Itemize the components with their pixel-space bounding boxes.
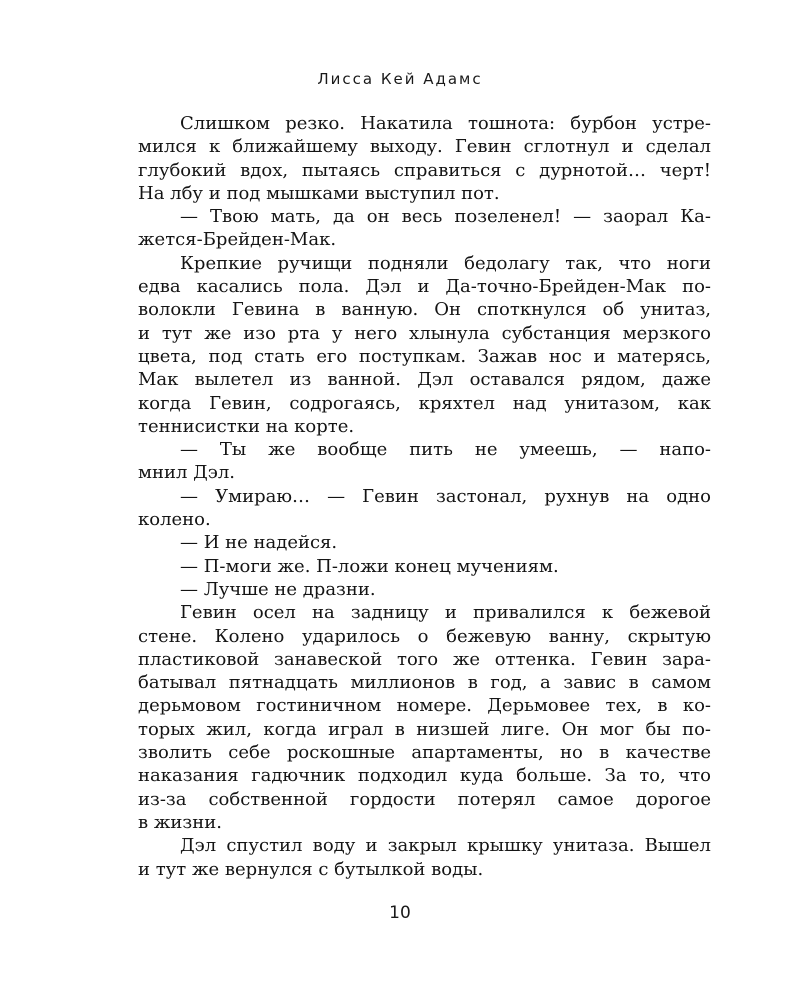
text-line: глубокий вдох, пытаясь справиться с дурнотой… черт!: [138, 159, 711, 181]
text-line: — Ты же вообще пить не умеешь, — напо-: [180, 439, 711, 461]
text-line: и тут же изо рта у него хлынула субстанция мерзкого: [138, 322, 711, 344]
text-line: цвета, под стать его поступкам. Зажав нос и матерясь,: [138, 345, 711, 367]
running-head: Лисса Кей Адамс: [317, 70, 483, 88]
text-line: — И не надейся.: [180, 532, 338, 554]
text-line: мнил Дэл.: [138, 462, 236, 484]
text-line: торых жил, когда играл в низшей лиге. Он мог бы по-: [138, 718, 711, 740]
page-number: 10: [389, 903, 411, 923]
text-line: колено.: [138, 509, 211, 531]
text-line: Мак вылетел из ванной. Дэл оставался рядом, даже: [138, 369, 711, 391]
text-line: наказания гадючник подходил куда больше. За то, что: [138, 765, 711, 787]
text-line: Крепкие ручищи подняли бедолагу так, что ноги: [180, 252, 711, 274]
text-line: Слишком резко. Накатила тошнота: бурбон устре-: [180, 113, 711, 134]
text-line: волокли Гевина в ванную. Он споткнулся об унитаз,: [138, 299, 711, 321]
text-line: — П-моги же. П-ложи конец мучениям.: [180, 555, 559, 577]
body-text: [138, 112, 711, 881]
text-line: — Умираю… — Гевин застонал, рухнув на одно: [180, 485, 711, 507]
text-line: зволить себе роскошные апартаменты, но в качестве: [138, 742, 711, 764]
text-line: жется-Брейден-Мак.: [138, 229, 337, 251]
text-line: батывал пятнадцать миллионов в год, а завис в самом: [138, 672, 711, 694]
text-line: едва касались пола. Дэл и Да-точно-Брейден-Мак по-: [138, 276, 711, 298]
text-line: — Лучше не дразни.: [180, 578, 376, 600]
text-line: дерьмовом гостиничном номере. Дерьмовее тех, в ко-: [138, 695, 711, 717]
text-line: из-за собственной гордости потерял самое дорогое: [138, 788, 711, 810]
text-line: Гевин осел на задницу и привалился к бежевой: [180, 602, 711, 624]
text-line: пластиковой занавеской того же оттенка. Гевин зара-: [138, 648, 711, 670]
text-line: мился к ближайшему выходу. Гевин сглотнул и сделал: [138, 136, 711, 158]
text-line: когда Гевин, содрогаясь, кряхтел над унитазом, как: [138, 392, 711, 414]
text-line: — Твою мать, да он весь позеленел! — заорал Ка-: [180, 206, 711, 228]
text-line: и тут же вернулся с бутылкой воды.: [138, 858, 484, 880]
text-line: в жизни.: [138, 811, 222, 833]
text-line: На лбу и под мышками выступил пот.: [138, 182, 500, 204]
text-line: теннисистки на корте.: [138, 415, 355, 437]
text-line: стене. Колено ударилось о бежевую ванну, скрытую: [138, 625, 711, 647]
text-line: Дэл спустил воду и закрыл крышку унитаза. Вышел: [180, 835, 711, 857]
